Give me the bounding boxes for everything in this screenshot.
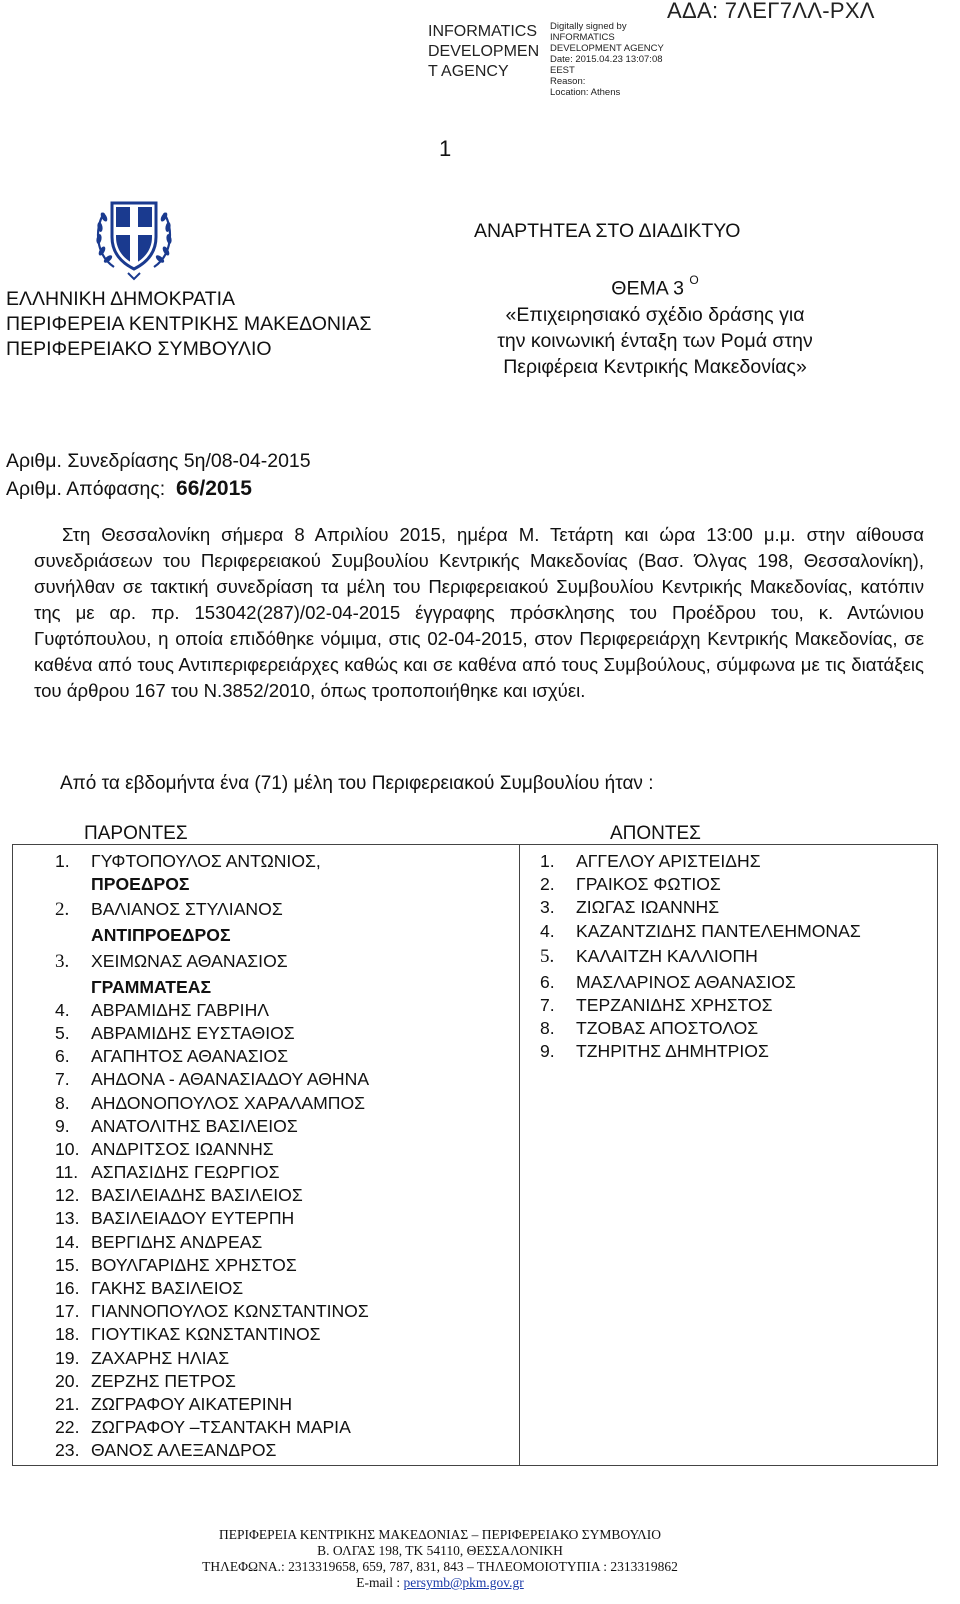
- member-row: [55, 896, 495, 924]
- member-name: ΑΣΠΑΣΙΔΗΣ ΓΕΩΡΓΙΟΣ: [91, 1162, 280, 1183]
- member-row: [55, 1045, 495, 1068]
- member-number: 14.: [55, 1231, 80, 1252]
- body-paragraph: [34, 522, 924, 704]
- subject-title-text: ΘΕΜΑ 3: [611, 277, 684, 300]
- issuer-line: ΠΕΡΙΦΕΡΕΙΑΚΟ ΣΥΜΒΟΥΛΙΟ: [6, 338, 272, 360]
- present-heading: ΠΑΡΟΝΤΕΣ: [84, 823, 188, 844]
- member-row: [540, 994, 930, 1017]
- member-row: [55, 999, 495, 1022]
- member-name: ΑΗΔΟΝΟΠΟΥΛΟΣ ΧΑΡΑΛΑΜΠΟΣ: [91, 1092, 366, 1113]
- member-number: 2.: [540, 874, 555, 895]
- footer-email-line: [0, 1575, 880, 1591]
- member-name: ΓΡΑΙΚΟΣ ΦΩΤΙΟΣ: [576, 874, 721, 895]
- member-name: ΚΑΛΑΙΤΖΗ ΚΑΛΛΙΟΠΗ: [576, 945, 758, 966]
- member-row: [540, 1040, 930, 1063]
- member-number: 6.: [540, 971, 555, 992]
- member-name: ΖΕΡΖΗΣ ΠΕΤΡΟΣ: [91, 1370, 236, 1391]
- member-number: 3.: [540, 897, 555, 918]
- member-row: [55, 1022, 495, 1045]
- member-row: [55, 948, 495, 976]
- member-number: 9.: [55, 1115, 70, 1136]
- member-row: [55, 1393, 495, 1416]
- member-name: ΑΝΔΡΙΤΣΟΣ ΙΩΑΝΝΗΣ: [91, 1138, 274, 1159]
- member-number: 4.: [55, 999, 70, 1020]
- member-row: [540, 971, 930, 994]
- subject-block: [460, 270, 850, 380]
- signature-detail-line: EEST: [550, 65, 575, 76]
- absent-members-list: [540, 850, 930, 1064]
- signature-org-line: INFORMATICS: [428, 23, 538, 40]
- email-label: E-mail :: [356, 1575, 404, 1590]
- ada-code: ΑΔΑ: 7ΛΕΓ7ΛΛ-ΡΧΛ: [667, 0, 875, 23]
- signature-detail-line: INFORMATICS: [550, 32, 615, 43]
- member-number: 5.: [55, 1022, 70, 1043]
- present-members-list: [55, 850, 495, 1463]
- member-role-row: [55, 873, 495, 896]
- member-name: ΤΖΟΒΑΣ ΑΠΟΣΤΟΛΟΣ: [576, 1018, 759, 1039]
- signature-detail-line: Digitally signed by: [550, 21, 627, 32]
- member-number: 2.: [55, 899, 70, 921]
- subject-line: Περιφέρεια Κεντρικής Μακεδονίας»: [503, 355, 807, 378]
- column-divider: [519, 844, 520, 1466]
- email-link[interactable]: persymb@pkm.gov.gr: [403, 1575, 524, 1590]
- member-number: 18.: [55, 1324, 80, 1345]
- member-row: [55, 1323, 495, 1346]
- member-row: [540, 920, 930, 943]
- member-name: ΑΒΡΑΜΙΔΗΣ ΓΑΒΡΙΗΛ: [91, 999, 270, 1020]
- member-row: [55, 1231, 495, 1254]
- member-number: 20.: [55, 1370, 80, 1391]
- subject-line: την κοινωνική ένταξη των Ρομά στην: [497, 329, 813, 352]
- member-row: [540, 896, 930, 919]
- subject-title-superscript: Ο: [689, 273, 699, 287]
- member-number: 13.: [55, 1208, 80, 1229]
- member-row: [55, 850, 495, 873]
- member-role: ΑΝΤΙΠΡΟΕΔΡΟΣ: [91, 925, 231, 946]
- footer: [0, 1527, 880, 1591]
- member-name: ΑΒΡΑΜΙΔΗΣ ΕΥΣΤΑΘΙΟΣ: [91, 1022, 295, 1043]
- member-number: 8.: [55, 1092, 70, 1113]
- decision-label: Αριθμ. Απόφασης:: [6, 478, 166, 500]
- members-intro: Από τα εβδομήντα ένα (71) μέλη του Περιφερειακού Συμβουλίου ήταν :: [60, 773, 654, 794]
- member-number: 3.: [55, 950, 70, 972]
- member-name: ΓΙΟΥΤΙΚΑΣ ΚΩΝΣΤΑΝΤΙΝΟΣ: [91, 1324, 321, 1345]
- member-number: 17.: [55, 1301, 80, 1322]
- subject-title: [460, 270, 850, 302]
- member-name: ΖΙΩΓΑΣ ΙΩΑΝΝΗΣ: [576, 897, 720, 918]
- post-online-notice: ΑΝΑΡΤΗΤΕΑ ΣΤΟ ΔΙΑΔΙΚΤΥΟ: [474, 220, 741, 242]
- member-name: ΓΥΦΤΟΠΟΥΛΟΣ ΑΝΤΩΝΙΟΣ,: [91, 851, 321, 871]
- member-name: ΤΕΡΖΑΝΙΔΗΣ ΧΡΗΣΤΟΣ: [576, 994, 773, 1015]
- footer-org: ΠΕΡΙΦΕΡΕΙΑ ΚΕΝΤΡΙΚΗΣ ΜΑΚΕΔΟΝΙΑΣ – ΠΕΡΙΦΕΡΕΙΑΚΟ ΣΥΜΒΟΥΛΙΟ: [218, 1527, 662, 1542]
- signature-detail-line: Location: Athens: [550, 87, 621, 98]
- member-name: ΓΙΑΝΝΟΠΟΥΛΟΣ ΚΩΝΣΤΑΝΤΙΝΟΣ: [91, 1301, 369, 1322]
- signature-detail-line: DEVELOPMENT AGENCY: [550, 43, 664, 54]
- member-name: ΖΑΧΑΡΗΣ ΗΛΙΑΣ: [91, 1347, 230, 1368]
- member-name: ΓΑΚΗΣ ΒΑΣΙΛΕΙΟΣ: [91, 1278, 244, 1298]
- member-row: [55, 1115, 495, 1138]
- member-number: 10.: [55, 1138, 80, 1159]
- member-name: ΖΩΓΡΑΦΟΥ –ΤΣΑΝΤΑΚΗ ΜΑΡΙΑ: [91, 1417, 351, 1438]
- member-name: ΧΕΙΜΩΝΑΣ ΑΘΑΝΑΣΙΟΣ: [91, 950, 288, 971]
- member-number: 6.: [55, 1046, 70, 1067]
- footer-address: Β. ΟΛΓΑΣ 198, ΤΚ 54110, ΘΕΣΣΑΛΟΝΙΚΗ: [317, 1543, 563, 1558]
- member-number: 22.: [55, 1417, 80, 1438]
- member-number: 11.: [55, 1162, 79, 1183]
- member-name: ΘΑΝΟΣ ΑΛΕΞΑΝΔΡΟΣ: [91, 1440, 277, 1461]
- member-row: [55, 1439, 495, 1462]
- member-name: ΑΝΑΤΟΛΙΤΗΣ ΒΑΣΙΛΕΙΟΣ: [91, 1115, 298, 1136]
- member-name: ΑΗΔΟΝΑ - ΑΘΑΝΑΣΙΑΔΟΥ ΑΘΗΝΑ: [91, 1069, 370, 1090]
- member-number: 1.: [55, 851, 70, 871]
- member-name: ΑΓΑΠΗΤΟΣ ΑΘΑΝΑΣΙΟΣ: [91, 1046, 289, 1067]
- signature-organization: [428, 22, 548, 82]
- member-row: [55, 1138, 495, 1161]
- member-row: [540, 943, 930, 971]
- member-name: ΒΕΡΓΙΔΗΣ ΑΝΔΡΕΑΣ: [91, 1231, 263, 1252]
- member-name: ΒΑΛΙΑΝΟΣ ΣΤΥΛΙΑΝΟΣ: [91, 899, 283, 920]
- member-number: 19.: [55, 1347, 80, 1368]
- member-number: 12.: [55, 1185, 80, 1206]
- issuer-line: ΠΕΡΙΦΕΡΕΙΑ ΚΕΝΤΡΙΚΗΣ ΜΑΚΕΔΟΝΙΑΣ: [6, 313, 372, 335]
- member-number: 4.: [540, 920, 555, 941]
- member-row: [55, 1300, 495, 1323]
- signature-details: [550, 21, 680, 98]
- member-name: ΜΑΣΛΑΡΙΝΟΣ ΑΘΑΝΑΣΙΟΣ: [576, 971, 796, 992]
- signature-detail-line: Date: 2015.04.23 13:07:08: [550, 54, 663, 65]
- member-row: [55, 1277, 495, 1300]
- member-number: 15.: [55, 1254, 80, 1275]
- member-role: ΓΡΑΜΜΑΤΕΑΣ: [91, 976, 212, 997]
- member-number: 21.: [55, 1393, 80, 1414]
- member-row: [540, 850, 930, 873]
- member-row: [540, 1017, 930, 1040]
- member-row: [55, 1161, 495, 1184]
- member-name: ΒΟΥΛΓΑΡΙΔΗΣ ΧΡΗΣΤΟΣ: [91, 1254, 297, 1275]
- member-name: ΑΓΓΕΛΟΥ ΑΡΙΣΤΕΙΔΗΣ: [576, 851, 761, 871]
- body-paragraph-text: Στη Θεσσαλονίκη σήμερα 8 Απριλίου 2015, ημέρα Μ. Τετάρτη και ώρα 13:00 μ.μ. στην αίθουσα συνεδριάσεων του Περιφερειακού Συμβουλίου Κεντρικής Μακεδονίας (Βασ. Όλγας 198, Θεσσαλονίκη), συνήλθαν σε τακτική συνεδρίαση τα μέλη του Περιφερειακού Συμβουλίου Κεντρικής Μακεδονίας, κατόπιν της με αρ. πρ. 153042(287)/02-04-2015 έγγραφης πρόσκλησης του Προέδρου του, κ. Αντώνιου Γυφτόπουλου, η οποία επιδόθηκε νόμιμα, στις 02-04-2015, στον Περιφερειάρχη Κεντρικής Μακεδονίας, σε καθένα από τους Αντιπεριφερειάρχες καθώς και σε καθένα από τους Συμβούλους, σύμφωνα με τις διατάξεις του άρθρου 167 του Ν.3852/2010, όπως τροποποιήθηκε και ισχύει.: [34, 524, 924, 701]
- member-number: 16.: [55, 1278, 80, 1298]
- issuer-line: ΕΛΛΗΝΙΚΗ ΔΗΜΟΚΡΑΤΙΑ: [6, 288, 236, 310]
- footer-phones: ΤΗΛΕΦΩΝΑ.: 2313319658, 659, 787, 831, 843 – ΤΗΛΕΟΜΟΙΟΤΥΠΙΑ : 2313319862: [202, 1559, 678, 1574]
- page-number: 1: [439, 136, 452, 161]
- signature-org-line: DEVELOPMEN: [428, 43, 540, 60]
- member-name: ΒΑΣΙΛΕΙΑΔΗΣ ΒΑΣΙΛΕΙΟΣ: [91, 1185, 303, 1206]
- member-role-row: [55, 976, 495, 999]
- absent-heading: ΑΠΟΝΤΕΣ: [610, 823, 701, 844]
- member-role: ΠΡΟΕΔΡΟΣ: [91, 874, 190, 895]
- signature-detail-line: Reason:: [550, 76, 586, 87]
- member-row: [55, 1068, 495, 1091]
- member-role-row: [55, 924, 495, 947]
- subject-line: «Επιχειρησιακό σχέδιο δράσης για: [505, 303, 805, 326]
- member-row: [55, 1092, 495, 1115]
- member-row: [540, 873, 930, 896]
- member-number: 23.: [55, 1440, 80, 1461]
- member-row: [55, 1347, 495, 1370]
- member-number: 7.: [540, 994, 555, 1015]
- member-name: ΒΑΣΙΛΕΙΑΔΟΥ ΕΥΤΕΡΠΗ: [91, 1208, 295, 1229]
- member-row: [55, 1416, 495, 1439]
- member-number: 8.: [540, 1018, 555, 1039]
- member-row: [55, 1370, 495, 1393]
- decision-number-line: [6, 475, 311, 503]
- member-number: 7.: [55, 1069, 70, 1090]
- signature-org-line: T AGENCY: [428, 63, 509, 80]
- greek-emblem-icon: [90, 193, 178, 281]
- member-name: ΚΑΖΑΝΤΖΙΔΗΣ ΠΑΝΤΕΛΕΗΜΟΝΑΣ: [576, 920, 861, 941]
- member-number: 1.: [540, 851, 555, 871]
- member-name: ΤΖΗΡΙΤΗΣ ΔΗΜΗΤΡΙΟΣ: [576, 1041, 769, 1062]
- decision-number: 66/2015: [176, 477, 252, 500]
- member-name: ΖΩΓΡΑΦΟΥ ΑΙΚΑΤΕΡΙΝΗ: [91, 1393, 293, 1414]
- meeting-info: [6, 447, 311, 503]
- member-row: [55, 1254, 495, 1277]
- issuer-header: [6, 287, 371, 362]
- member-row: [55, 1184, 495, 1207]
- member-number: 9.: [540, 1041, 555, 1062]
- member-row: [55, 1207, 495, 1230]
- member-number: 5.: [540, 945, 555, 967]
- session-number: Αριθμ. Συνεδρίασης 5η/08-04-2015: [6, 450, 311, 472]
